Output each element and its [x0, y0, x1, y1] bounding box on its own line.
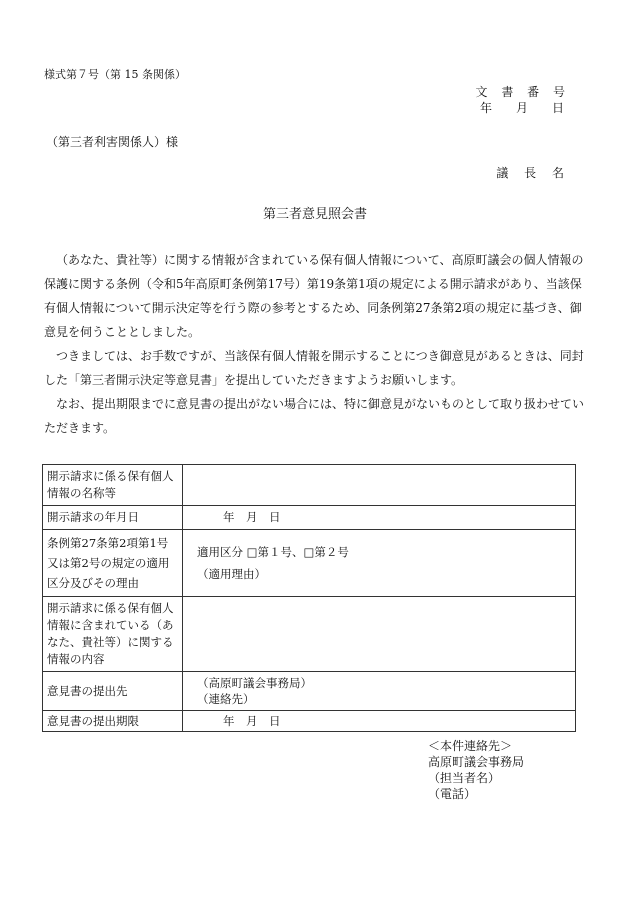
row-label-submission-destination: 意見書の提出先 — [43, 672, 183, 711]
document-number: 文 書 番 号 — [475, 85, 570, 99]
row-label-applicable-category — [43, 530, 183, 597]
row-label-line: 条例第27条第2項第1号 — [47, 536, 169, 550]
chair-name: 議 長 名 — [496, 166, 570, 180]
body-paragraph-1: （あなた、貴社等）に関する情報が含まれている保有個人情報について、高原町議会の個人情報の保護に関する条例（令和5年高原町条例第17号）第19条第1項の規定による開示請求があり、当該保有個人情報について開示決定等を行う際の参考とするため、同条例第27条第2項の規定に基づき、御意見を伺うこととしました。 — [44, 253, 584, 339]
document-date: 年 月 日 — [479, 101, 570, 115]
table-row — [43, 530, 576, 597]
row-label-info-content: 開示請求に係る保有個人情報に含まれている（あなた、貴社等）に関する情報の内容 — [43, 597, 183, 672]
row-label-line: 区分及びその理由 — [47, 576, 139, 590]
row-label-info-name: 開示請求に係る保有個人情報の名称等 — [43, 465, 183, 506]
row-value-info-name — [183, 465, 576, 506]
row-value-submission-deadline: 年 月 日 — [183, 711, 576, 732]
contact-block — [428, 738, 524, 802]
row-label-submission-deadline: 意見書の提出期限 — [43, 711, 183, 732]
applicable-reason: （適用理由） — [197, 567, 266, 581]
row-value-info-content — [183, 597, 576, 672]
inquiry-table — [42, 464, 576, 732]
row-label-line: 又は第2号の規定の適用 — [47, 556, 170, 570]
contact-heading: ＜本件連絡先＞ — [428, 739, 513, 753]
applicable-category-checkboxes: 適用区分 □第１号、□第２号 — [197, 545, 349, 559]
body-paragraph-3: なお、提出期限までに意見書の提出がない場合には、特に御意見がないものとして取り扱わせていただきます。 — [44, 397, 585, 435]
submission-contact: （連絡先） — [197, 692, 255, 706]
contact-office: 高原町議会事務局 — [428, 755, 525, 769]
row-value-submission-destination — [183, 672, 576, 711]
submission-office: （高原町議会事務局） — [197, 676, 312, 690]
table-row — [43, 465, 576, 506]
row-value-request-date: 年 月 日 — [183, 506, 576, 530]
page-title: 第三者意見照会書 — [262, 207, 367, 222]
addressee: （第三者利害関係人）様 — [46, 135, 179, 149]
row-label-request-date: 開示請求の年月日 — [43, 506, 183, 530]
table-row — [43, 506, 576, 530]
contact-phone: （電話） — [428, 787, 477, 801]
body-paragraph-2: つきましては、お手数ですが、当該保有個人情報を開示することにつき御意見があるときは、同封した「第三者開示決定等意見書」を提出していただきますようお願いします。 — [44, 349, 584, 387]
form-number: 様式第７号（第 15 条関係） — [44, 68, 186, 81]
contact-person: （担当者名） — [428, 771, 501, 785]
table-row — [43, 597, 576, 672]
table-row — [43, 672, 576, 711]
row-value-applicable-category — [183, 530, 576, 597]
table-row — [43, 711, 576, 732]
body-text — [44, 248, 586, 440]
